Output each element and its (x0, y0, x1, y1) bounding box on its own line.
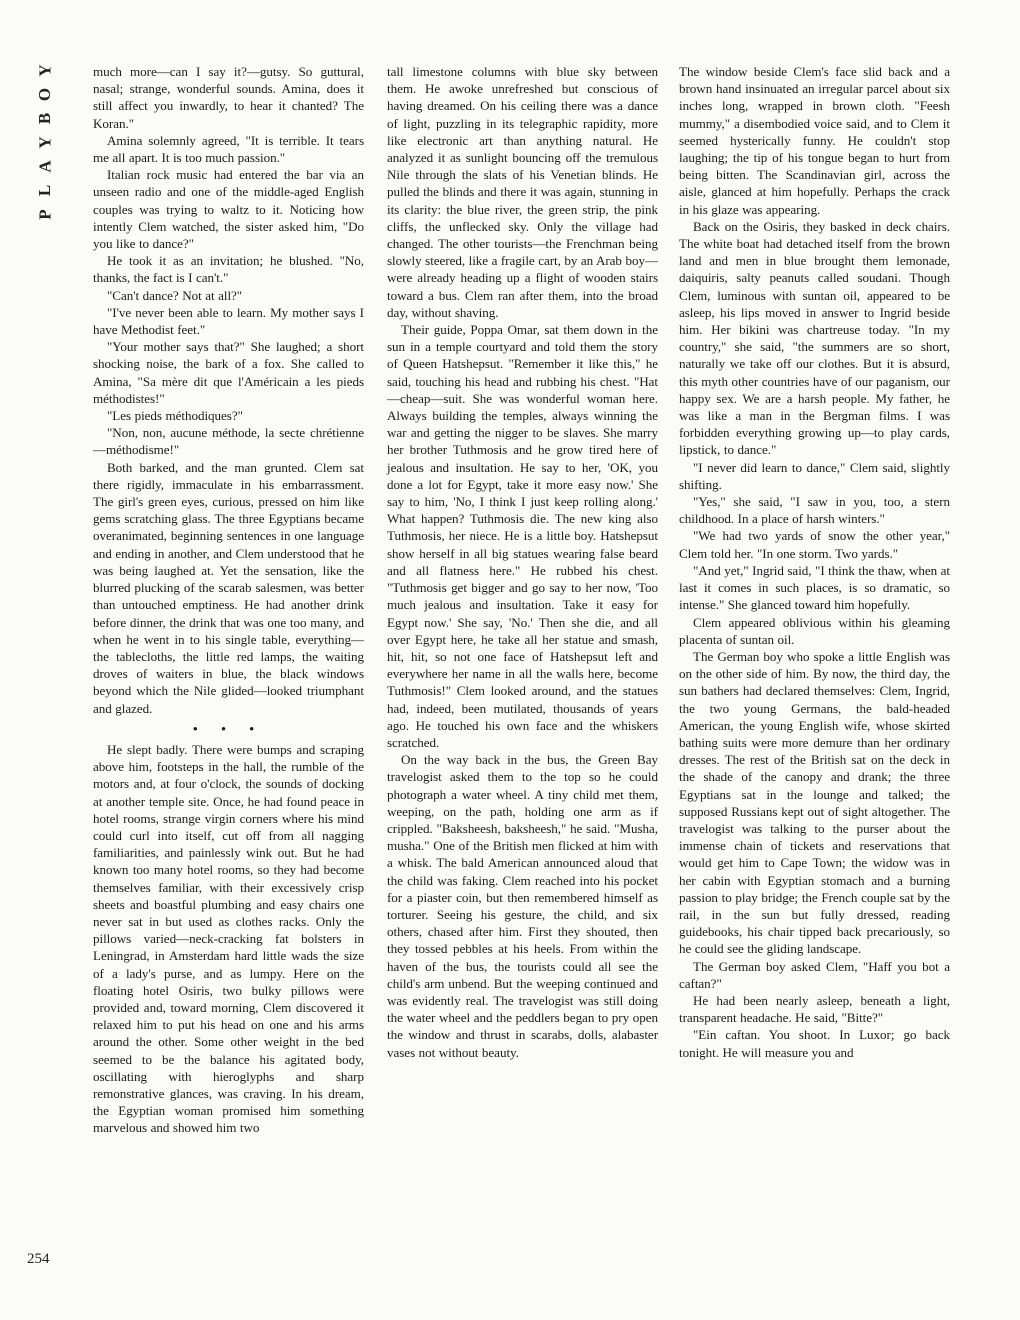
body-paragraph: Back on the Osiris, they basked in deck chairs. The white boat had detached itself from the brown land and men in blue brought them lemonade, daiquiris, salty peanuts called soudani. Though Clem, luminous with suntan oil, appeared to be asleep, his lips moved in answer to Ingrid beside him. Her bikini was chartreuse today. "In my country," she said, "the summers are so short, naturally we take off our clothes. But it is absurd, this myth other countries have of our paganism, our happy sex. We are a harsh people. My father, he was like a man in the Bergman films. I was forbidden everything growing up—to play cards, lipstick, to dance." (679, 218, 950, 458)
body-paragraph: The German boy asked Clem, "Haff you bot a caftan?" (679, 958, 950, 991)
brand-letter: L (35, 184, 55, 197)
text-column-3 (679, 63, 950, 1061)
body-paragraph: On the way back in the bus, the Green Bay travelogist asked them to the top so he could photograph a water wheel. A tiny child met them, weeping, on the path, holding one arm as if crippled. "Baksheesh, baksheesh," he said. "Musha, musha." One of the British men flicked at him with a whisk. The bald American announced aloud that the child was faking. Clem reached into his pocket for a piaster coin, but then remembered himself as torturer. Seeing his gesture, the child, and six others, chased after him. First they shouted, then they tossed pebbles at his heels. From within the haven of the bus, the tourists could all see the child's arm unbend. But the weeping continued and was evidently real. The travelogist was still doing the water wheel and the peddlers began to pry open the window and thrust in scarabs, dolls, alabaster vases not without beauty. (387, 752, 658, 1060)
body-paragraph: Their guide, Poppa Omar, sat them down in the sun in a temple courtyard and told them the story of Queen Hatshepsut. "Remember it like this," he said, touching his head and rubbing his chest. "Hat—cheap—suit. She was wonderful woman here. Always building the temples, always winning the war and getting the nigger to be slaves. She marry her brother Tuthmosis and he grow tired here of jealous and insultation. He say to her, 'OK, you done a lot for Egypt, take it more easy now.' She say to him, 'No, I think I just keep rolling along.' What happen? Tuthmosis die. The new king also Tuthmosis, her niece. He is a little boy. Hatshepsut show herself in all big statues wearing false beard and all flatness here." He rubbed his chest. "Tuthmosis get bigger and go say to her now, 'Too much jealous and insultation. Take it easy for Egypt now.' She say, 'No.' Then she die, and all over Egypt here, he take all her statue and smash, hit, hit, so not one face of Hatshepsut left and everywhere her name in all the walls here, become Tuthmosis!" Clem looked around, and the statues had, indeed, been mutilated, thousands of years ago. He touched his own face and the whiskers scratched. (387, 322, 658, 750)
body-paragraph: The German boy who spoke a little English was on the other side of him. By now, the third day, the sun bathers had declared themselves: Clem, Ingrid, the two young Germans, the bald-headed American, the young English wife, whose skirted bathing suits were more demure than her ordinary dresses. The rest of the British sat on the deck in the shade of the canopy and drank; the three Egyptians sat in the lounge and talked; the supposed Russians kept out of sight altogether. The travelogist was talking to the purser about the immense chain of tickets and reservations that would get him to Cape Town; the widow was in her cabin with Egyptian stomach and a burning passion to play bridge; the French couple sat by the rail, in the sun but fully dressed, reading guidebooks, his chair tipped back precariously, so he could see the gliding landscape. (679, 648, 950, 957)
brand-letter: O (35, 87, 55, 102)
brand-letter: Y (35, 64, 55, 77)
body-paragraph: "Les pieds méthodiques?" (107, 408, 243, 424)
section-separator: • • • (193, 720, 264, 736)
body-paragraph: He had been nearly asleep, beneath a light, transparent headache. He said, "Bitte?" (679, 992, 950, 1026)
body-paragraph: much more—can I say it?—gutsy. So guttural, nasal; strange, wonderful sounds. Amina, does it still affect you inwardly, to hear it chanted? The Koran." (93, 64, 364, 131)
body-paragraph: "Non, non, aucune méthode, la secte chrétienne—méthodisme!" (93, 425, 364, 458)
brand-letter: A (35, 160, 55, 173)
body-paragraph: The window beside Clem's face slid back and a brown hand insinuated an irregular parcel about six inches long, wrapped in brown cloth. "Feesh mummy," a disembodied voice said, and to Clem it seemed hysterically funny. He couldn't stop laughing; the tip of his tongue began to hurt from being bitten. The Scandinavian girl, across the aisle, glanced at him hopefully. Perhaps the crack in his glaze was appearing. (679, 64, 950, 217)
body-paragraph: "Your mother says that?" She laughed; a short shocking noise, the bark of a fox. She called to Amina, "Sa mère dit que l'Américain a les pieds méthodistes!" (93, 339, 364, 406)
body-paragraph: He slept badly. There were bumps and scraping above him, footsteps in the hall, the rumble of the motors and, at four o'clock, the sounds of docking at another temple site. Once, he had found peace in hotel rooms, strange virgin corners where his mind could curl into itself, cut off from all nagging familiarities, and painlessly wink out. But he had known too many hotel rooms, so they had become themselves familiar, with their excessively crisp sheets and boastful plumbing and easy chairs one never sat in but used as clothes racks. Only the pillows varied—neck-cracking fat bolsters in Leningrad, in Amsterdam hard little wads the size of a lady's purse, and as lumpy. Here on the floating hotel Osiris, two bulky pillows were provided and, toward morning, Clem discovered it relaxed him to put his head on one and his arms around the other. Some other weight in the bed seemed to be the balance his agitated body, oscillating with hieroglyphs and sharp remonstrative glances, was craving. In his dream, the Egyptian woman promised him something marvelous and showed him two (93, 741, 364, 1136)
body-paragraph: Amina solemnly agreed, "It is terrible. It tears me all apart. It is too much passion." (93, 132, 364, 166)
body-paragraph: "Can't dance? Not at all?" (107, 287, 243, 303)
body-paragraph: Clem appeared oblivious within his gleaming placenta of suntan oil. (679, 614, 950, 647)
page-number: 254 (27, 1251, 50, 1267)
text-column-1 (93, 63, 364, 1137)
body-paragraph: "Yes," she said, "I saw in you, too, a stern childhood. In a place of harsh winters." (679, 494, 950, 527)
brand-letter: B (35, 112, 55, 125)
body-paragraph: "I've never been able to learn. My mother says I have Methodist feet." (93, 304, 364, 338)
magazine-brand-vertical (30, 62, 60, 230)
brand-letter: P (35, 209, 55, 220)
brand-letter: Y (35, 136, 55, 149)
body-paragraph: He took it as an invitation; he blushed. "No, thanks, the fact is I can't." (93, 253, 364, 286)
body-paragraph: "We had two yards of snow the other year," Clem told her. "In one storm. Two yards." (679, 528, 950, 561)
body-paragraph: "And yet," Ingrid said, "I think the thaw, when at last it comes in such places, is so dramatic, so intense." She glanced toward him hopefully. (679, 562, 950, 613)
body-paragraph: "Ein caftan. You shoot. In Luxor; go back tonight. He will measure you and (679, 1027, 950, 1060)
body-paragraph: Italian rock music had entered the bar via an unseen radio and one of the middle-aged English couples was trying to waltz to it. Noticing how intently Clem watched, the sister asked him, "Do you like to dance?" (93, 167, 364, 252)
body-paragraph: Both barked, and the man grunted. Clem sat there rigidly, immaculate in his embarrassment. The girl's green eyes, curious, pressed on him like gems scratching glass. The three Egyptians became overanimated, beginning sentences in one language and ending in another, and Clem understood that he was being laughed at. Yet the sensation, like the blurred plucking of the scarab salesmen, was better than untouched emptiness. He had another drink before dinner, the drink that was one too many, and when he went in to his single table, everything—the tablecloths, the little red lamps, the waiting droves of waiters in blue, the black windows beyond which the Nile glided—looked triumphant and glazed. (93, 459, 364, 716)
text-column-2 (387, 63, 658, 1061)
body-paragraph: tall limestone columns with blue sky between them. He awoke unrefreshed but conscious of having dreamed. On his ceiling there was a dance of light, puzzling in its telegraphic rapidity, more like electronic art than anything natural. He analyzed it as sunlight bouncing off the tremulous Nile through the slats of his Venetian blinds. He pulled the blinds and there it was again, stunning in its clarity: the blue river, the green strip, the pink cliffs, the unflecked sky. Only the village had changed. The other tourists—the Frenchman being slowly steered, like a fragile cart, by an Arab boy—were already heading up a flight of wooden stairs toward a bus. Clem ran after them, into the broad day, without shaving. (387, 64, 658, 320)
body-paragraph: "I never did learn to dance," Clem said, slightly shifting. (679, 459, 950, 492)
